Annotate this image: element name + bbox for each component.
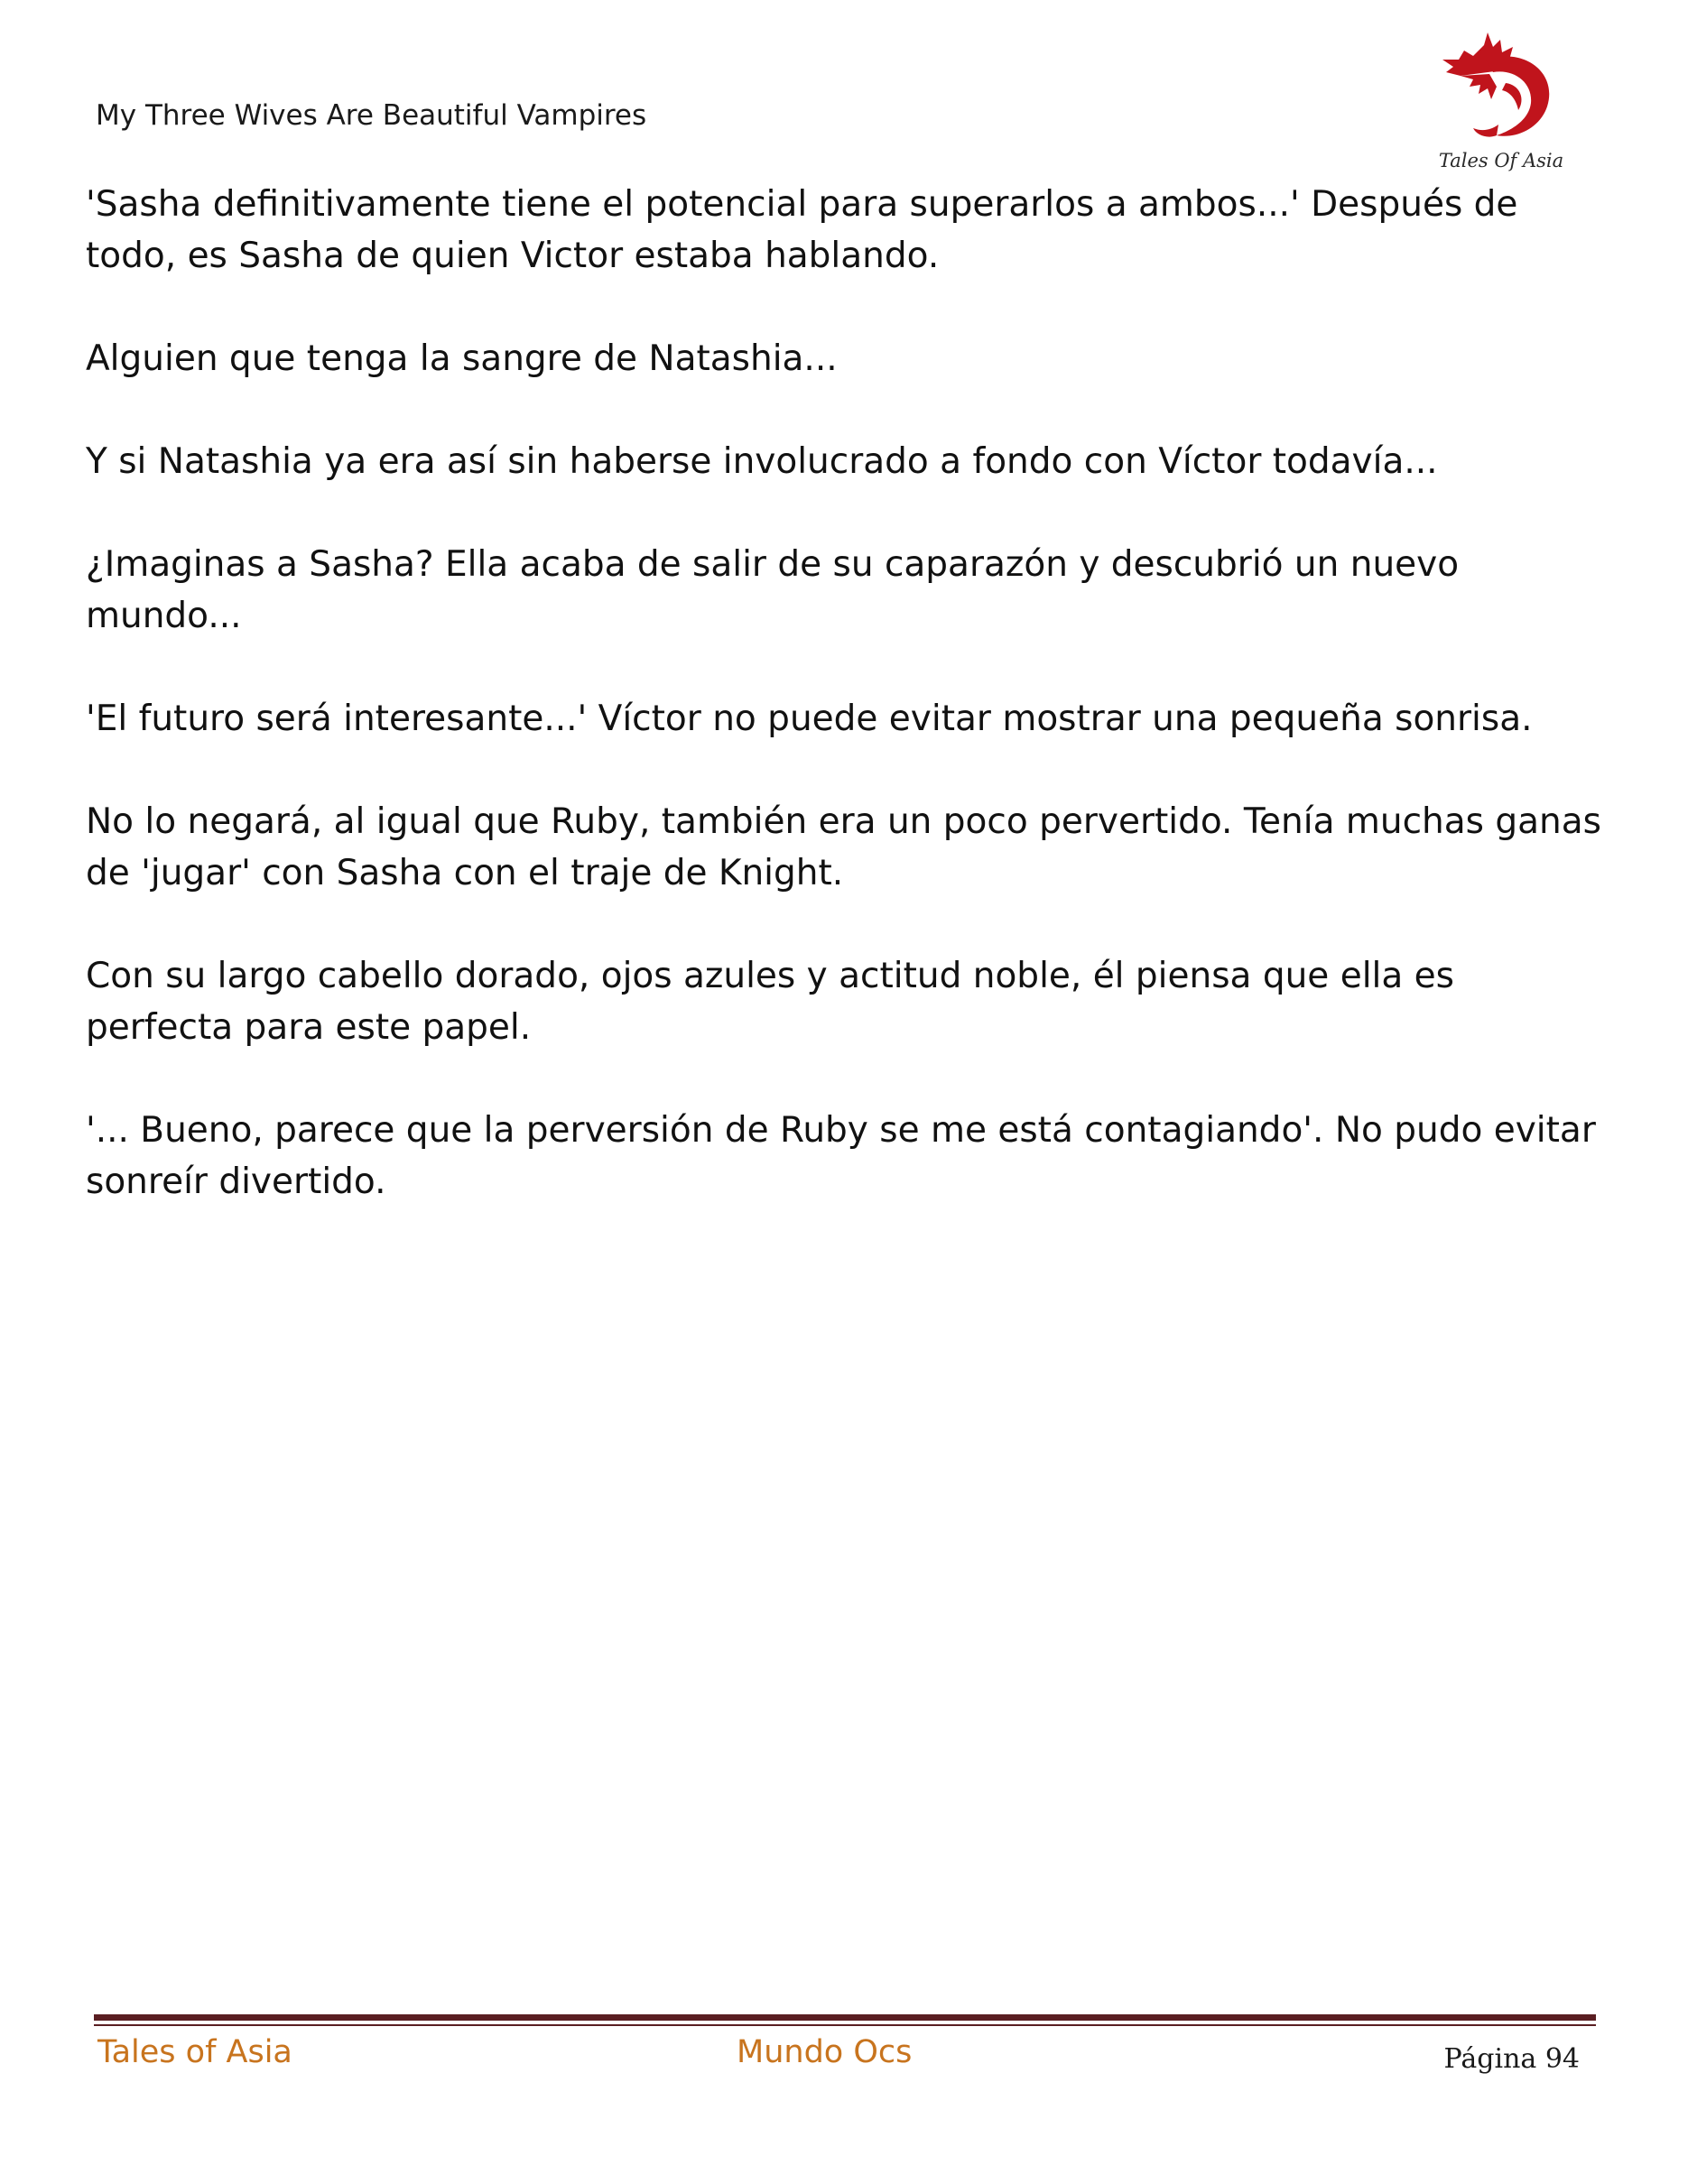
footer-center-label: Mundo Ocs	[737, 2034, 913, 2070]
tales-of-asia-logo	[1433, 20, 1569, 182]
paragraph: Con su largo cabello dorado, ojos azules y actitud noble, él piensa que ella es perfecta para este papel.	[86, 956, 1454, 1048]
footer-left-label: Tales of Asia	[97, 2034, 292, 2070]
paragraph: No lo negará, al igual que Ruby, también era un poco pervertido. Tenía muchas ganas de 'jugar' con Sasha con el traje de Knight.	[86, 801, 1601, 893]
paragraph: Alguien que tenga la sangre de Natashia...	[86, 338, 838, 379]
body-text	[86, 179, 1611, 1259]
footer-rule	[94, 2014, 1596, 2021]
header-title: My Three Wives Are Beautiful Vampires	[96, 99, 647, 132]
paragraph: 'El futuro será interesante...' Víctor no puede evitar mostrar una pequeña sonrisa.	[86, 699, 1533, 739]
paragraph: ¿Imaginas a Sasha? Ella acaba de salir de su caparazón y descubrió un nuevo mundo...	[86, 544, 1460, 636]
paragraph: '... Bueno, parece que la perversión de Ruby se me está contagiando'. No pudo evitar sonreír divertido.	[86, 1110, 1596, 1202]
paragraph: Y si Natashia ya era así sin haberse involucrado a fondo con Víctor todavía...	[86, 441, 1438, 482]
logo-text: Tales Of Asia	[1438, 150, 1564, 171]
page-number: Página 94	[1443, 2043, 1580, 2075]
paragraph: 'Sasha definitivamente tiene el potencial para superarlos a ambos...' Después de todo, es Sasha de quien Victor estaba hablando.	[86, 184, 1518, 276]
footer-rule-thin	[94, 2024, 1596, 2026]
dragon-icon	[1433, 20, 1569, 155]
